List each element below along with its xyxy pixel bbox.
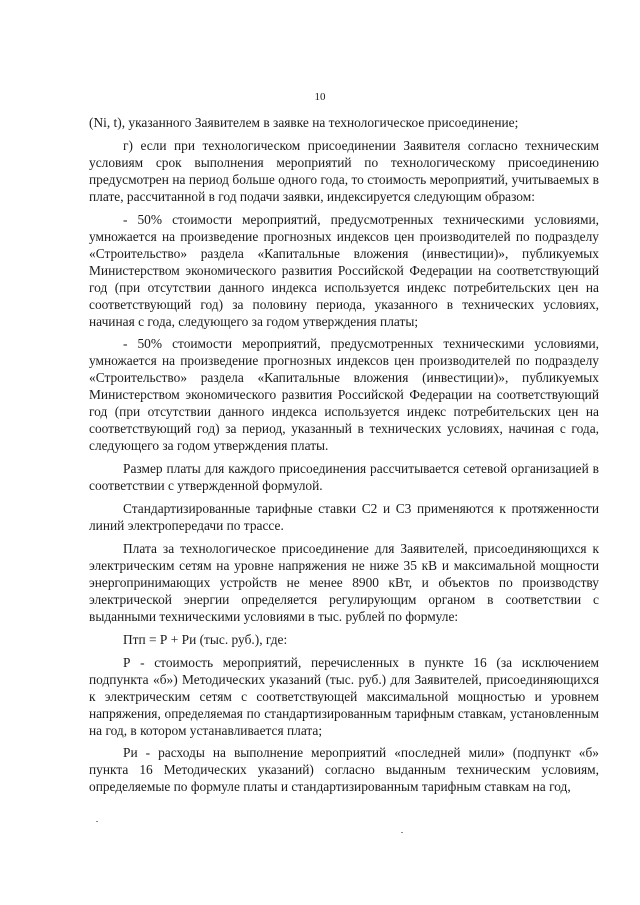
paragraph-tariff-rates: Стандартизированные тарифные ставки С2 и С3 применяются к протяженности линий электропередачи по трассе.	[89, 500, 599, 533]
paragraph-indexation-second-half: - 50% стоимости мероприятий, предусмотренных техническими условиями, умножается на произведение прогнозных индексов цен производителей по подразделу «Строительство» раздела «Капитальные вложения (инвестиции)», публикуемых Министерством экономического развития Российской Федерации на соответствующий год (при отсутствии данного индекса используется индекс потребительских цен на соответствующий год) за период, указанный в технических условиях, начиная с года, следующего за годом утверждения платы.	[89, 336, 599, 454]
paragraph-payment-35kv: Плата за технологическое присоединение для Заявителей, присоединяющихся к электрическим сетям на уровне напряжения не ниже 35 кВ и максимальной мощности энергопринимающих устройств не менее 8900 кВт, и объектов по производству электрической энергии определяется регулирующим органом в соответствии с выданными техническими условиями в тыс. рублей по формуле:	[89, 540, 599, 624]
page-number: 10	[314, 91, 326, 103]
paragraph-payment-size: Размер платы для каждого присоединения рассчитывается сетевой организацией в соответствии с утвержденной формулой.	[89, 461, 599, 494]
paragraph-definition-ri: Ри - расходы на выполнение мероприятий «последней мили» (подпункт «б» пункта 16 Методических указаний) согласно выданным техническим условиям, определяемые по формуле платы и стандартизированным тарифным ставкам на год,	[89, 745, 599, 795]
scan-speck	[96, 821, 98, 822]
formula-line: Птп = Р + Ри (тыс. руб.), где:	[123, 631, 288, 647]
paragraph-continuation: (Ni, t), указанного Заявителем в заявке на технологическое присоединение;	[89, 115, 519, 130]
paragraph-indexation-first-half: - 50% стоимости мероприятий, предусмотренных техническими условиями, умножается на произведение прогнозных индексов цен производителей по подразделу «Строительство» раздела «Капитальные вложения (инвестиции)», публикуемых Министерством экономического развития Российской Федерации на соответствующий год (при отсутствии данного индекса используется индекс потребительских цен на соответствующий год) за половину периода, указанного в технических условиях, начиная с года, следующего за годом утверждения платы;	[89, 211, 599, 329]
paragraph-subitem-g: г) если при технологическом присоединении Заявителя согласно техническим условиям срок выполнения мероприятий по технологическому присоединению предусмотрен на период больше одного года, то стоимость мероприятий, учитываемых в плате, рассчитанной в год подачи заявки, индексируется следующим образом:	[89, 137, 599, 204]
paragraph-definition-p: Р - стоимость мероприятий, перечисленных в пункте 16 (за исключением подпункта «б») Методических указаний (тыс. руб.) для Заявителей, присоединяющихся к электрическим сетям с соответствующей максимальной мощностью и уровнем напряжения, определяемая по стандартизированным тарифным ставкам, установленным на год, в котором устанавливается плата;	[89, 654, 599, 738]
document-body	[89, 114, 599, 801]
scan-speck	[401, 832, 403, 833]
